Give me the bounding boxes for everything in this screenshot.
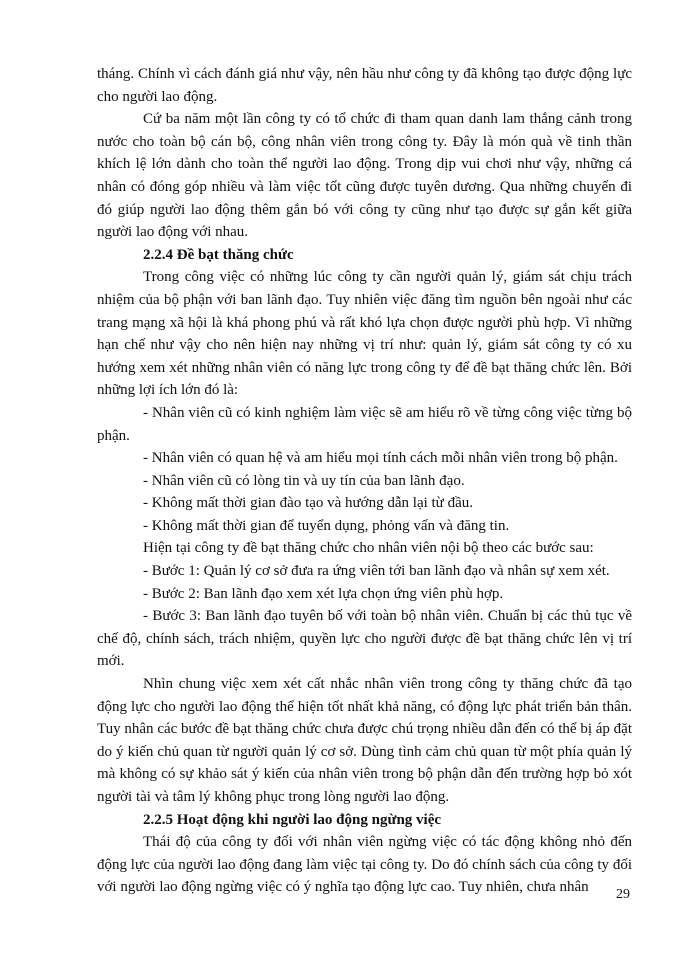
section-heading: 2.2.4 Đề bạt thăng chức bbox=[143, 246, 294, 263]
bullet-item: - Nhân viên cũ có lòng tin và uy tín của ban lãnh đạo. bbox=[143, 472, 465, 489]
page-number: 29 bbox=[616, 887, 630, 902]
bullet-item: - Không mất thời gian đào tạo và hướng dẫn lại từ đầu. bbox=[143, 495, 473, 512]
step-item: - Bước 3: Ban lãnh đạo tuyên bố với toàn bộ nhân viên. Chuẩn bị các thủ tục về chế độ, chính sách, trách nhiệm, quyền lực cho người được đề bạt thăng chức lên vị trí mới. bbox=[97, 608, 632, 670]
body-text bbox=[97, 63, 632, 899]
step-item: - Bước 1: Quản lý cơ sở đưa ra ứng viên tới ban lãnh đạo và nhân sự xem xét. bbox=[143, 563, 610, 580]
bullet-item: - Nhân viên có quan hệ và am hiểu mọi tính cách mỗi nhân viên trong bộ phận. bbox=[143, 450, 618, 467]
paragraph: Thái độ của công ty đối với nhân viên ngừng việc có tác động không nhỏ đến động lực của người lao động đang làm việc tại công ty. Do đó chính sách của công ty đối với người lao động ngừng việc có ý nghĩa tạo động lực cao. Tuy nhiên, chưa nhân bbox=[97, 834, 632, 896]
paragraph: Hiện tại công ty đề bạt thăng chức cho nhân viên nội bộ theo các bước sau: bbox=[143, 540, 594, 557]
paragraph: tháng. Chính vì cách đánh giá như vậy, nên hầu như công ty đã không tạo được động lực cho người lao động. bbox=[97, 66, 632, 105]
step-item: - Bước 2: Ban lãnh đạo xem xét lựa chọn ứng viên phù hợp. bbox=[143, 585, 504, 602]
bullet-item: - Không mất thời gian để tuyển dụng, phỏng vấn và đăng tin. bbox=[143, 517, 510, 534]
section-heading: 2.2.5 Hoạt động khi người lao động ngừng việc bbox=[143, 811, 442, 828]
paragraph: Trong công việc có những lúc công ty cần người quản lý, giám sát chịu trách nhiệm của bộ phận với ban lãnh đạo. Tuy nhiên việc đăng tìm nguồn bên ngoài như các trang mạng xã hội là khá phong phú và rất khó lựa chọn được người phù hợp. Vì những hạn chế như vậy cho nên hiện nay những vị trí như: quản lý, giám sát công ty có xu hướng xem xét những nhân viên có năng lực trong công ty để đề bạt thăng chức lên. Bởi những lợi ích lớn đó là: bbox=[97, 269, 632, 399]
paragraph: Cứ ba năm một lần công ty có tổ chức đi tham quan danh lam thắng cảnh trong nước cho toàn bộ cán bộ, công nhân viên trong công ty. Đây là món quà về tinh thần khích lệ lớn dành cho toàn thể người lao động. Trong dịp vui chơi như vậy, những cá nhân có đóng góp nhiều và làm việc tốt cũng được tuyên dương. Qua những chuyến đi đó giúp người lao động thêm gắn bó với công ty cũng như tạo được sự gắn kết giữa người lao động với nhau. bbox=[97, 111, 632, 241]
bullet-item: - Nhân viên cũ có kinh nghiệm làm việc sẽ am hiểu rõ về từng công việc từng bộ phận. bbox=[97, 404, 632, 444]
paragraph: Nhìn chung việc xem xét cất nhắc nhân viên trong công ty thăng chức đã tạo động lực cho người lao động thể hiện tốt nhất khả năng, có động lực phát triển bản thân. Tuy nhân các bước đề bạt thăng chức chưa được chú trọng nhiều dẫn đến có thể bị áp đặt do ý kiến chủ quan từ người quản lý cơ sở. Dùng tình cảm chủ quan từ một phía quản lý mà không có sự khảo sát ý kiến của nhân viên trong bộ phận dẫn đến trường hợp bỏ xót người tài và tâm lý không phục trong lòng người lao động. bbox=[97, 676, 632, 805]
